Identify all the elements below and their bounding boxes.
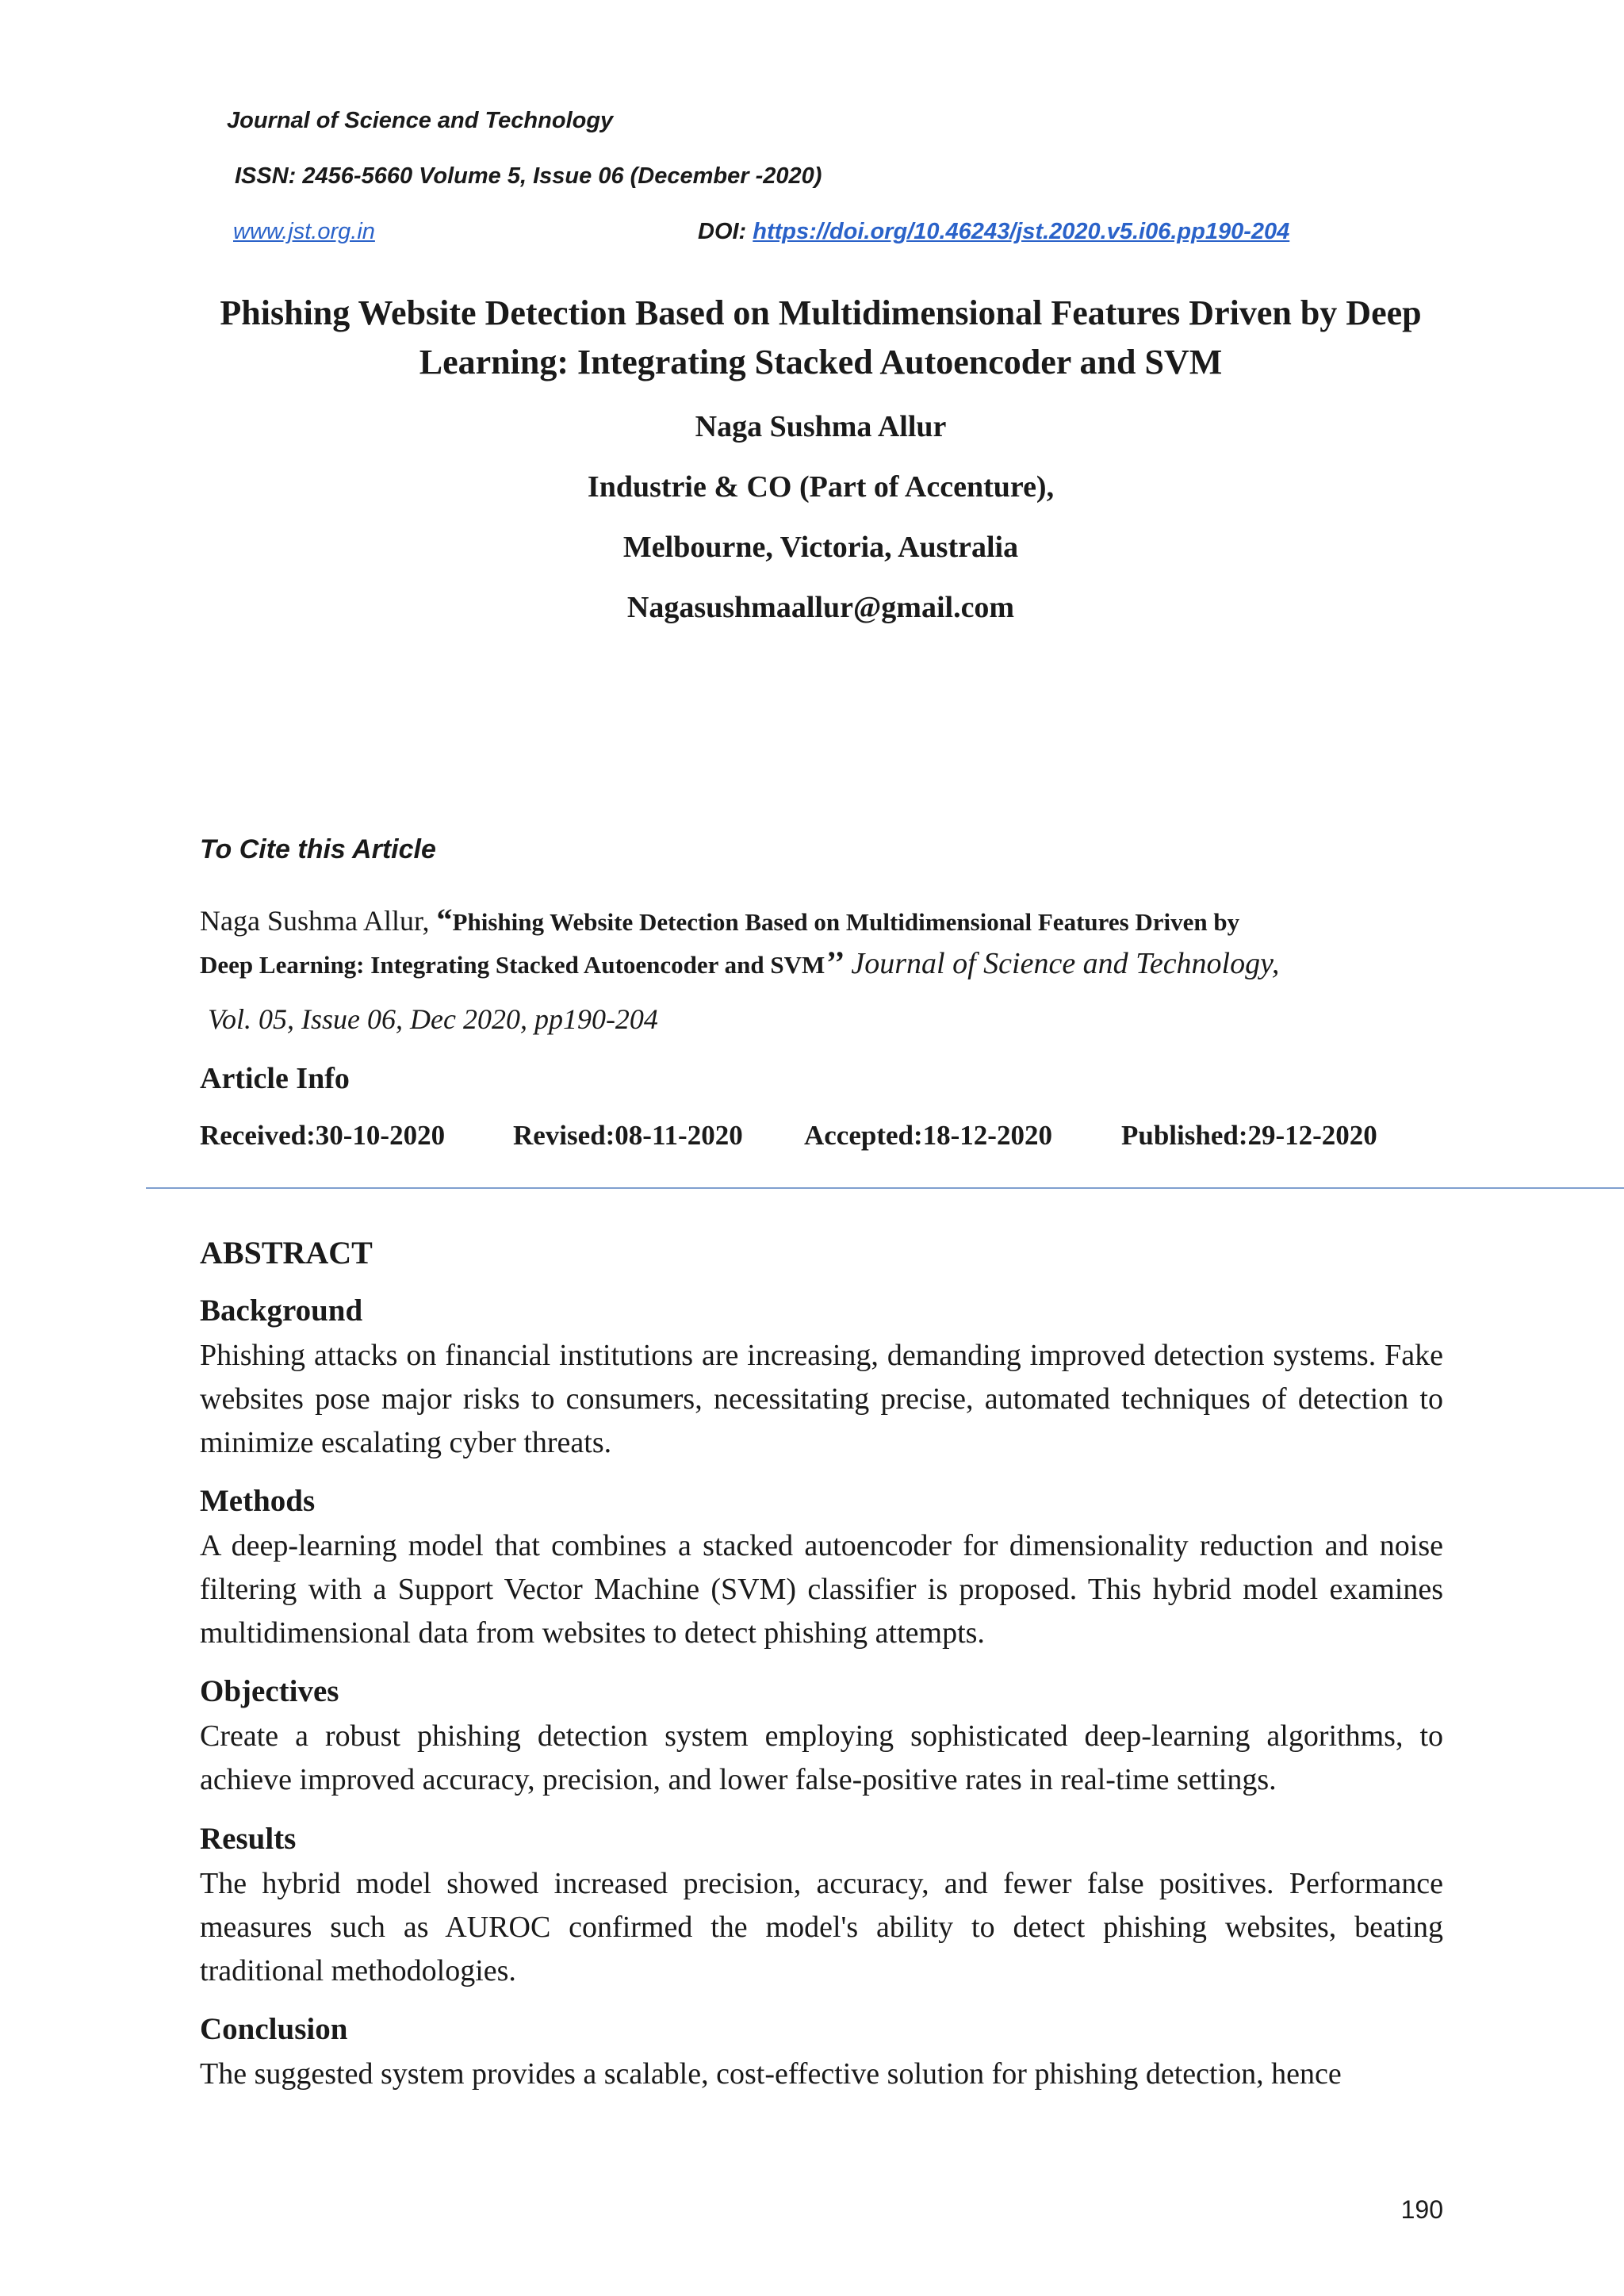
objectives-text: Create a robust phishing detection system employing sophisticated deep-learning algorithms, to achieve improved accuracy, precision, and lower false-positive rates in real-time settings. [200, 1719, 1443, 1796]
citation-heading: To Cite this Article [200, 834, 436, 864]
author-name: Naga Sushma Allur [695, 410, 947, 443]
revised-date: Revised:08-11-2020 [513, 1120, 743, 1151]
doi-link[interactable]: https://doi.org/10.46243/jst.2020.v5.i06.pp190-204 [753, 219, 1290, 244]
journal-issn: ISSN: 2456-5660 Volume 5, Issue 06 (December -2020) [235, 163, 822, 189]
conclusion-text: The suggested system provides a scalable, cost-effective solution for phishing detection, hence [200, 2057, 1342, 2091]
author-email: Nagasushmaallur@gmail.com [626, 591, 1015, 624]
citation-author: Naga Sushma Allur, [200, 905, 437, 937]
methods-heading: Methods [200, 1484, 316, 1518]
citation-close-quote: ’’ [825, 945, 844, 980]
page-number: 190 [1400, 2195, 1443, 2224]
background-text: Phishing attacks on financial institutions are increasing, demanding improved detection systems. Fake websites pose major risks to consumers, necessitating precise, automated techniques of detection to minimize escalating cyber threats. [200, 1339, 1443, 1459]
citation-title-part-1: Phishing Website Detection Based on Multidimensional Features Driven by [452, 908, 1240, 936]
journal-name: Journal of Science and Technology [227, 108, 614, 133]
published-date: Published:29-12-2020 [1121, 1120, 1377, 1151]
citation-line-1 [200, 901, 1239, 938]
journal-website-link[interactable]: www.jst.org.in [233, 219, 375, 244]
accepted-date: Accepted:18-12-2020 [804, 1120, 1052, 1151]
citation-journal: Journal of Science and Technology, [843, 947, 1280, 980]
citation-volume: Vol. 05, Issue 06, Dec 2020, pp190-204 [208, 1003, 658, 1035]
doi-label: DOI: [698, 219, 747, 244]
citation-line-2 [200, 944, 1279, 981]
citation-title-part-2: Deep Learning: Integrating Stacked Autoencoder and SVM [200, 951, 825, 979]
section-divider [146, 1187, 1624, 1189]
citation-open-quote: “ [436, 902, 453, 937]
objectives-heading: Objectives [200, 1674, 339, 1708]
doi-line [698, 219, 1289, 245]
paper-title: Phishing Website Detection Based on Multidimensional Features Driven by Deep Learning: Integrating Stacked Autoencoder and SVM [220, 293, 1422, 381]
article-info-heading: Article Info [200, 1062, 350, 1095]
methods-text: A deep-learning model that combines a stacked autoencoder for dimensionality reduction and noise filtering with a Support Vector Machine (SVM) classifier is proposed. This hybrid model examines multidimensional data from websites to detect phishing attempts. [200, 1529, 1443, 1650]
abstract-heading: ABSTRACT [200, 1235, 373, 1271]
results-text: The hybrid model showed increased precision, accuracy, and fewer false positives. Performance measures such as AUROC confirmed the model's ability to detect phishing websites, beating traditional methodologies. [200, 1867, 1443, 1987]
author-location: Melbourne, Victoria, Australia [622, 531, 1019, 564]
conclusion-heading: Conclusion [200, 2012, 348, 2046]
results-heading: Results [200, 1822, 297, 1856]
received-date: Received:30-10-2020 [200, 1120, 446, 1151]
background-heading: Background [200, 1294, 363, 1328]
author-affiliation: Industrie & CO (Part of Accenture), [587, 470, 1055, 504]
